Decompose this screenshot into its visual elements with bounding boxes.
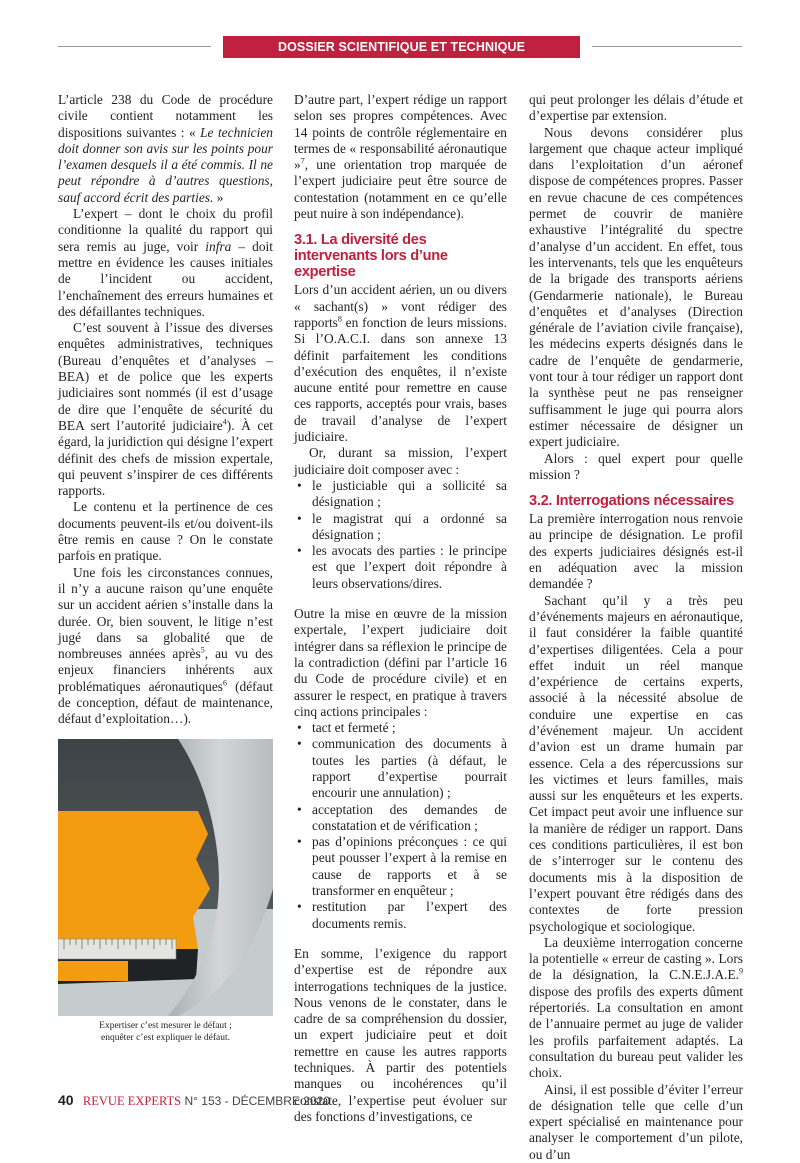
list-item: • communication des documents à toutes les parties (à défaut, le rapport d’expertise pourrait encourir une annulation) ; xyxy=(312,736,507,801)
column-1 xyxy=(58,92,273,728)
text: Une fois les circonstances connues, il n’y a aucune raison qu’une enquête sur un accident aérien s’installe dans la durée. Or, bien souvent, le litige n’est jugé dans sa globalité que de nombreuses années après xyxy=(58,564,273,662)
paragraph-compose-with: Or, durant sa mission, l’expert judiciaire doit composer avec : xyxy=(294,445,507,477)
footnote-ref: 8 xyxy=(337,314,342,324)
text: (défaut de conception, défaut de maintenance, défaut d’exploitation…). xyxy=(58,678,273,727)
paragraph-article-238 xyxy=(58,92,273,206)
infra-word: infra xyxy=(205,238,232,254)
list-item: • restitution par l’expert des documents remis. xyxy=(312,899,507,932)
paragraph-avoid-error: Ainsi, il est possible d’éviter l’erreur de désignation telle que celle d’un expert spécialisé en maintenance pour analyser le comportement d’un pilote, ou d’un xyxy=(529,1081,743,1162)
paragraph-content-relevance: Le contenu et la pertinence de ces documents peuvent-ils et/ou doivent-ils être remis en cause ? On le constate parfois en pratique. xyxy=(58,499,273,564)
footnote-ref: 7 xyxy=(300,156,305,166)
text: L’expert – dont le choix du profil conditionne la qualité du rapport qui sera remis au juge, voir xyxy=(58,206,273,254)
page-number: 40 xyxy=(58,1092,74,1108)
paragraph-circumstances xyxy=(58,565,273,728)
text: L’article 238 du Code de procédure civile contient notamment les dispositions suivantes : « xyxy=(58,92,273,140)
footnote-ref: 6 xyxy=(223,678,227,688)
list-item: • les avocats des parties : le principe est que l’expert doit répondre à leurs observations/dires. xyxy=(312,543,507,592)
column-2 xyxy=(294,92,507,1125)
list-item: • le magistrat qui a ordonné sa désignation ; xyxy=(312,511,507,544)
paragraph-contradiction: Outre la mise en œuvre de la mission expertale, l’expert judiciaire doit intégrer dans sa réflexion le principe de la contradiction (défini par l’article 16 du Code de procédure civile) et en assurer le respect, en pratique à travers cinq actions principales : xyxy=(294,606,507,719)
paragraph-first-question: La première interrogation nous renvoie au principe de désignation. Le profil des experts judiciaires désignés est-il en adéquation avec la mission demandée ? xyxy=(529,511,743,592)
photo-drawing xyxy=(58,739,273,1016)
text: D’autre part, l’expert rédige un rapport selon ses propres compétences. Avec 14 points de contrôle réglementaire en termes de « responsabilité aéronautique » xyxy=(294,92,507,173)
header-rule-left xyxy=(58,46,211,47)
paragraph-question: Alors : quel expert pour quelle mission ? xyxy=(529,450,743,482)
quote: Le technicien doit donner son avis sur les points pour l’examen desquels il a été commis. Il ne peut répondre à d’autres questions, sauf accord écrit des parties. xyxy=(58,124,273,205)
paragraph-few-events: Sachant qu’il y a très peu d’événements majeurs en aéronautique, il faut considérer la faible quantité d’expertises diligentées. Cela a pour effet induit un réel manque d’expérience de certains experts, associé à la nécessité absolue de conduire une expertise en cas d’événement majeur. Un accident d’avion est un drame humain par essence. Cela a des répercussions sur les victimes et leurs familles, mais aussi sur les enquêteurs et les experts. Cet impact peut avoir une influence sur la manière de rédiger un rapport. Dans ces conditions particulières, il est bon de s’interroger sur le contenu des documents mis à la disposition de l’expert pouvant être rédigés dans des contextes de forte pression psychologique et sociologique. xyxy=(529,592,743,934)
orange-paint-area xyxy=(58,811,210,949)
list-item: • le justiciable qui a sollicité sa désignation ; xyxy=(312,478,507,511)
actions-list xyxy=(294,720,507,932)
list-item: • tact et fermeté ; xyxy=(312,720,507,736)
caption-line: enquêter c’est expliquer le défaut. xyxy=(101,1033,230,1043)
ruler xyxy=(58,939,176,959)
section-banner: DOSSIER SCIENTIFIQUE ET TECHNIQUE xyxy=(223,36,580,58)
paragraph-own-competences xyxy=(294,92,507,222)
text: C’est souvent à l’issue des diverses enquêtes administratives, techniques (Bureau d’enquêtes et d’analyses – BEA) et de police que les experts judiciaires sont nommés (il est d’usage de dire que l’enquête de sécurité du BEA sert l’autorité judiciaire xyxy=(58,320,273,433)
paragraph-summary: En somme, l’exigence du rapport d’expertise est de répondre aux interrogations techniques de la justice. Nous venons de le constater, dans le cadre de sa compréhension du dossier, un expert judiciaire peut et doit remettre en cause les autres rapports techniques. À partir des potentiels manques ou incohérences qu’il constate, l’expertise peut évoluer sur des fonctions d’investigations, ce xyxy=(294,945,507,1124)
heading-3-2: 3.2. Interrogations nécessaires xyxy=(529,493,734,510)
list-item: • acceptation des demandes de constatation et de vérification ; xyxy=(312,802,507,835)
paragraph-accident-reports xyxy=(294,282,507,445)
photo-caption xyxy=(58,1020,273,1044)
heading-3-1: 3.1. La diversité des intervenants lors d’une expertise xyxy=(294,232,448,281)
text: en fonction de leurs missions. Si l’O.A.C.I. dans son annexe 13 définit parfaitement les conditions d’exécution des enquêtes, il n’existe aucune entité pour remettre en cause ces rapports, acceptés pour vrais, bases de travail d’analyse de l’expert judiciaire. xyxy=(294,314,507,445)
text: , au vu des enjeux financiers inhérents aux problématiques aéronautiques xyxy=(58,646,273,694)
parties-list xyxy=(294,478,507,592)
header-rule-right xyxy=(592,46,742,47)
paragraph-actors: Nous devons considérer plus largement que chaque acteur impliqué dans l’exploitation d’un aéronef dispose de compétences propres. Passer en revue chacune de ces compétences permet de couvrir de manière exhaustive l’intégralité du spectre d’analyse d’un accident. En effet, tous les intervenants, tels que les enquêteurs de la brigade des transports aériens (Gendarmerie nationale), le Bureau d’enquêtes et d’analyses (Direction générale de l’aviation civile française), les médecins experts désignés dans le cadre de l’enquête de gendarmerie, vont tour à tour rédiger un rapport dont la synthèse peut ne pas renseigner suffisamment le juge qui pourra alors estimer nécessaire de désigner un expert judiciaire. xyxy=(529,124,743,450)
text: , une orientation trop marquée de l’expert judiciaire peut être source de contestation (notamment en ce qu’elle peut nuire à son indépendance). xyxy=(294,157,507,222)
footnote-ref: 4 xyxy=(222,417,227,427)
footnote-ref: 5 xyxy=(200,645,205,655)
paragraph-continuation: qui peut prolonger les délais d’étude et d’expertise par extension. xyxy=(529,92,743,124)
issue-info: N° 153 - DÉCEMBRE 2020 xyxy=(181,1094,330,1108)
caption-line: Expertiser c’est mesurer le défaut ; xyxy=(99,1021,232,1031)
footnote-ref: 9 xyxy=(739,966,743,976)
text: Lors d’un accident aérien, un ou divers « sachant(s) » vont rédiger des rapports xyxy=(294,282,507,330)
paragraph-casting-error xyxy=(529,935,743,1082)
text: La deuxième interrogation concerne la potentielle « erreur de casting ». Lors de la désignation, la C.N.E.J.A.E. xyxy=(529,934,743,983)
orange-paint-lower xyxy=(58,961,128,981)
column-3 xyxy=(529,92,743,1163)
text: » xyxy=(213,189,224,205)
photo-measured-defect xyxy=(58,739,273,1016)
paragraph-investigations xyxy=(58,320,273,499)
text: dispose des profils des experts dûment répertoriés. La consultation en amont de l’annuaire permet au juge de valider les profils parfaitement adaptés. La consultation du bureau peut valider les choix. xyxy=(529,983,743,1081)
page-footer xyxy=(58,1092,330,1109)
text: ). À cet égard, la juridiction qui désigne l’expert définit des chefs de mission expertale, qui peuvent s’inspirer de ces différents rapports. xyxy=(58,417,274,499)
journal-name: REVUE EXPERTS xyxy=(82,1094,182,1108)
list-item: • pas d’opinions préconçues : ce qui peut pousser l’expert à la remise en cause de rapports et à se transformer en enquêteur ; xyxy=(312,834,507,899)
paragraph-expert-role xyxy=(58,206,273,320)
text: – doit mettre en évidence les causes initiales de l’incident ou accident, l’enchaînement des erreurs humaines et des défaillantes techniques. xyxy=(58,238,273,319)
